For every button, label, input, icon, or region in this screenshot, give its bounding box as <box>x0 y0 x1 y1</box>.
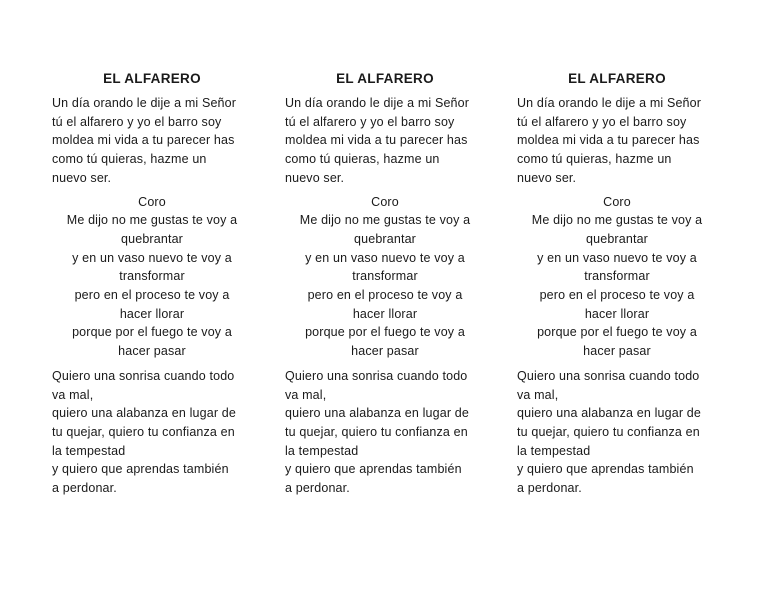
chorus-line: y en un vaso nuevo te voy a <box>72 250 232 265</box>
chorus-line: y en un vaso nuevo te voy a <box>537 250 697 265</box>
verse-line: moldea mi vida a tu parecer has <box>517 133 700 148</box>
verse-line: Un día orando le dije a mi Señor <box>52 96 237 110</box>
verse-line: nuevo ser. <box>285 170 345 185</box>
verse-line: como tú quieras, hazme un <box>517 152 672 167</box>
chorus-line: Me dijo no me gustas te voy a <box>299 213 471 228</box>
verse-line: quiero una alabanza en lugar de <box>285 406 469 421</box>
chorus <box>285 193 485 361</box>
chorus-line: porque por el fuego te voy a <box>305 325 465 340</box>
verse-line: quiero una alabanza en lugar de <box>52 406 236 421</box>
chorus-heading: Coro <box>603 194 631 209</box>
chorus-line: pero en el proceso te voy a <box>74 288 230 303</box>
verse-line: moldea mi vida a tu parecer has <box>52 133 235 148</box>
chorus-line: hacer pasar <box>118 344 186 359</box>
verse-1 <box>517 94 717 188</box>
verse-line: y quiero que aprendas también <box>285 462 462 477</box>
chorus-line: hacer pasar <box>583 344 651 359</box>
verse-line: moldea mi vida a tu parecer has <box>285 133 468 148</box>
chorus <box>52 193 252 361</box>
verse-line: a perdonar. <box>285 481 350 496</box>
verse-line: Quiero una sonrisa cuando todo <box>52 368 235 383</box>
verse-line: va mal, <box>52 387 94 402</box>
verse-line: tú el alfarero y yo el barro soy <box>52 114 222 129</box>
chorus-line: transformar <box>119 269 185 284</box>
verse-line: nuevo ser. <box>52 170 112 185</box>
verse-line: a perdonar. <box>517 481 582 496</box>
chorus-line: y en un vaso nuevo te voy a <box>305 250 465 265</box>
verse-line: va mal, <box>517 387 559 402</box>
lyrics-column-3 <box>517 70 717 498</box>
verse-line: y quiero que aprendas también <box>52 462 229 477</box>
chorus <box>517 193 717 361</box>
verse-2 <box>517 367 717 498</box>
song-title: EL ALFARERO <box>336 71 434 86</box>
chorus-line: hacer llorar <box>352 306 418 321</box>
chorus-line: Me dijo no me gustas te voy a <box>66 213 238 228</box>
chorus-line: hacer pasar <box>351 344 419 359</box>
chorus-line: pero en el proceso te voy a <box>539 288 695 303</box>
verse-line: Un día orando le dije a mi Señor <box>517 96 702 110</box>
verse-line: como tú quieras, hazme un <box>52 152 207 167</box>
verse-line: quiero una alabanza en lugar de <box>517 406 701 421</box>
verse-line: Quiero una sonrisa cuando todo <box>517 368 700 383</box>
verse-2 <box>285 367 485 498</box>
verse-line: como tú quieras, hazme un <box>285 152 440 167</box>
chorus-line: quebrantar <box>121 231 183 246</box>
verse-line: y quiero que aprendas también <box>517 462 694 477</box>
lyrics-column-1 <box>52 70 252 498</box>
chorus-line: transformar <box>352 269 418 284</box>
verse-line: a perdonar. <box>52 481 117 496</box>
song-title: EL ALFARERO <box>103 71 201 86</box>
chorus-line: pero en el proceso te voy a <box>307 288 463 303</box>
verse-line: tu quejar, quiero tu confianza en <box>517 424 700 439</box>
verse-line: la tempestad <box>517 443 591 458</box>
verse-line: tu quejar, quiero tu confianza en <box>285 424 468 439</box>
verse-line: la tempestad <box>285 443 359 458</box>
lyrics-column-2 <box>285 70 485 498</box>
chorus-line: hacer llorar <box>584 306 650 321</box>
chorus-line: porque por el fuego te voy a <box>537 325 697 340</box>
chorus-line: Me dijo no me gustas te voy a <box>531 213 703 228</box>
chorus-line: quebrantar <box>586 231 648 246</box>
verse-line: tú el alfarero y yo el barro soy <box>517 114 687 129</box>
chorus-line: quebrantar <box>354 231 416 246</box>
verse-line: Un día orando le dije a mi Señor <box>285 96 470 110</box>
chorus-line: hacer llorar <box>119 306 185 321</box>
verse-1 <box>52 94 252 188</box>
chorus-heading: Coro <box>138 194 166 209</box>
chorus-line: porque por el fuego te voy a <box>72 325 232 340</box>
verse-1 <box>285 94 485 188</box>
verse-line: va mal, <box>285 387 327 402</box>
verse-line: tú el alfarero y yo el barro soy <box>285 114 455 129</box>
verse-line: tu quejar, quiero tu confianza en <box>52 424 235 439</box>
verse-line: la tempestad <box>52 443 126 458</box>
chorus-line: transformar <box>584 269 650 284</box>
verse-2 <box>52 367 252 498</box>
chorus-heading: Coro <box>371 194 399 209</box>
song-title: EL ALFARERO <box>568 71 666 86</box>
verse-line: Quiero una sonrisa cuando todo <box>285 368 468 383</box>
verse-line: nuevo ser. <box>517 170 577 185</box>
